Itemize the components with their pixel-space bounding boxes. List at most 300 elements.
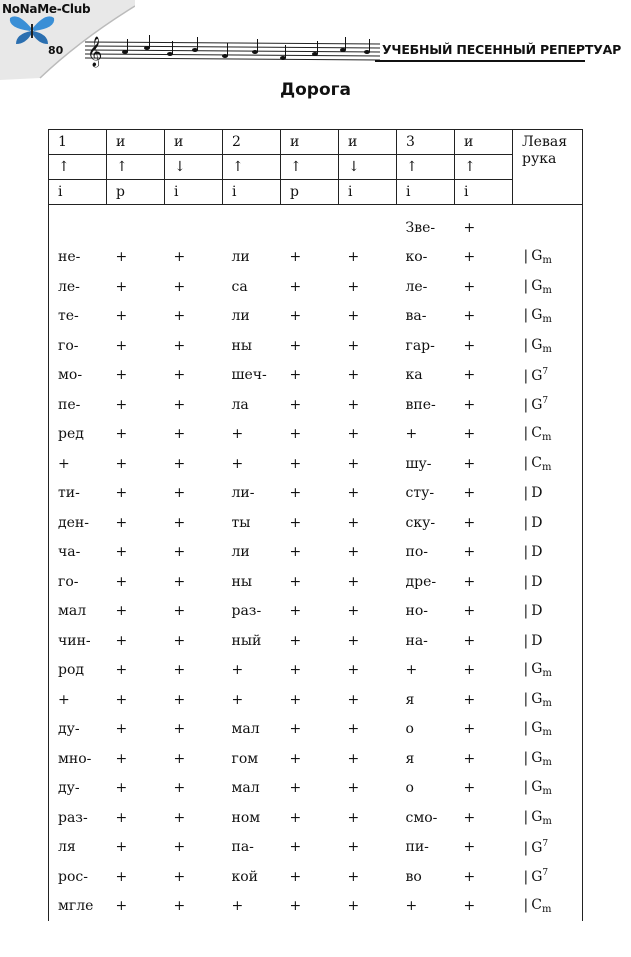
chord-cell xyxy=(513,272,583,302)
lyric-cell: мгле xyxy=(49,892,107,922)
lyric-row xyxy=(49,508,583,538)
chord-cell xyxy=(513,243,583,273)
lyric-cell: ску- xyxy=(405,514,436,531)
chord-extension: 7 xyxy=(542,838,549,849)
lyric-cell xyxy=(339,213,397,243)
lyric-cell: + xyxy=(173,455,186,472)
lyric-cell: Зве- xyxy=(405,219,436,236)
lyric-row xyxy=(49,420,583,450)
bar-line: | xyxy=(523,749,529,766)
lyric-cell: + xyxy=(289,367,302,384)
chord-root: C xyxy=(531,454,542,471)
stroke-arrow-icon: ↑ xyxy=(223,155,281,180)
beat-cell: 1 xyxy=(49,130,107,155)
lyric-cell: + xyxy=(115,780,128,797)
lyric-cell: + xyxy=(347,278,360,295)
lyric-cell: + xyxy=(347,485,360,502)
lyric-cell: + xyxy=(405,662,418,679)
lyric-row xyxy=(49,892,583,922)
stroke-arrow-icon: ↑ xyxy=(455,155,513,180)
chord-root: G xyxy=(531,277,543,294)
lyric-cell: го- xyxy=(49,567,107,597)
chord-root: G xyxy=(531,661,543,678)
lyric-cell: + xyxy=(173,809,186,826)
lyric-cell: мал xyxy=(231,780,260,797)
lyric-cell: + xyxy=(463,809,476,826)
bar-line: | xyxy=(523,397,529,414)
bar-line: | xyxy=(523,720,529,737)
lyric-cell: + xyxy=(49,685,107,715)
lyric-cell: + xyxy=(115,632,128,649)
lyric-cell: + xyxy=(173,603,186,620)
chord-quality: m xyxy=(542,255,552,267)
section-title: УЧЕБНЫЙ ПЕСЕННЫЙ РЕПЕРТУАР xyxy=(382,42,622,57)
stroke-arrow-icon: ↓ xyxy=(165,155,223,180)
strum-pattern-table xyxy=(48,129,583,921)
page-number: 80 xyxy=(48,44,64,57)
lyric-cell: смо- xyxy=(405,809,438,826)
chord-root: D xyxy=(531,573,543,590)
beat-cell: и xyxy=(107,130,165,155)
lyric-cell: + xyxy=(347,603,360,620)
bar-line: | xyxy=(523,603,529,620)
lyric-cell: ли- xyxy=(231,485,255,502)
lyric-cell: + xyxy=(463,691,476,708)
lyric-cell: + xyxy=(173,337,186,354)
lyric-cell: са xyxy=(231,278,248,295)
lyric-cell: + xyxy=(289,603,302,620)
lyric-cell: ли xyxy=(231,308,250,325)
lyric-cell: + xyxy=(463,839,476,856)
lyric-cell: раз- xyxy=(49,803,107,833)
lyric-cell: ва- xyxy=(405,308,427,325)
finger-cell: i xyxy=(165,180,223,205)
lyric-cell: + xyxy=(231,662,244,679)
lyric-cell: ный xyxy=(231,632,262,649)
lyric-cell: + xyxy=(173,426,186,443)
chord-cell xyxy=(513,597,583,627)
lyric-row xyxy=(49,538,583,568)
lyric-cell: ду- xyxy=(49,715,107,745)
lyric-cell: род xyxy=(49,656,107,686)
bar-line: | xyxy=(523,248,529,265)
chord-quality: m xyxy=(542,756,552,768)
lyric-cell: + xyxy=(115,809,128,826)
chord-root: G xyxy=(531,808,543,825)
chord-root: G xyxy=(531,720,543,737)
lyric-cell: го- xyxy=(49,331,107,361)
lyric-cell: + xyxy=(115,337,128,354)
bar-line: | xyxy=(523,277,529,294)
chord-quality: m xyxy=(542,343,552,355)
beat-cell: 3 xyxy=(397,130,455,155)
lyric-cell: пе- xyxy=(49,390,107,420)
lyric-cell: о xyxy=(405,780,414,797)
lyric-cell: + xyxy=(347,750,360,767)
lyric-cell: + xyxy=(463,721,476,738)
bar-line: | xyxy=(523,514,529,531)
chord-cell xyxy=(513,656,583,686)
finger-cell: p xyxy=(107,180,165,205)
finger-cell: i xyxy=(455,180,513,205)
finger-cell: p xyxy=(281,180,339,205)
lyric-row xyxy=(49,715,583,745)
lyric-cell: + xyxy=(347,632,360,649)
lyric-cell: ду- xyxy=(49,774,107,804)
table-spacer xyxy=(49,205,583,214)
lyric-cell: шеч- xyxy=(231,367,267,384)
lyric-cell: + xyxy=(463,219,476,236)
chord-root: G xyxy=(531,869,543,886)
lyric-cell: + xyxy=(173,514,186,531)
lyric-cell: + xyxy=(405,898,418,915)
bar-line: | xyxy=(523,454,529,471)
bar-line: | xyxy=(523,839,529,856)
chord-quality: m xyxy=(541,904,552,916)
chord-cell xyxy=(513,479,583,509)
lyric-row xyxy=(49,774,583,804)
lyric-cell: ле- xyxy=(49,272,107,302)
lyric-cell: + xyxy=(347,868,360,885)
chord-quality: m xyxy=(542,314,552,326)
lyric-cell: + xyxy=(289,662,302,679)
lyric-cell: + xyxy=(115,367,128,384)
lyric-cell: но- xyxy=(405,603,428,620)
lyric-cell: мо- xyxy=(49,361,107,391)
lyric-cell: ка xyxy=(405,367,423,384)
lyric-cell: + xyxy=(173,839,186,856)
lyric-cell: + xyxy=(347,514,360,531)
lyric-cell: + xyxy=(463,868,476,885)
lyric-cell: + xyxy=(173,868,186,885)
chord-cell xyxy=(513,331,583,361)
lyric-cell: + xyxy=(463,573,476,590)
lyric-cell: + xyxy=(289,750,302,767)
lyric-cell: + xyxy=(289,780,302,797)
music-staff-decoration xyxy=(85,30,380,70)
lyric-row xyxy=(49,272,583,302)
chord-root: C xyxy=(531,425,542,442)
chord-cell xyxy=(513,892,583,922)
lyric-cell: + xyxy=(173,721,186,738)
chord-quality: m xyxy=(541,461,552,473)
chord-root: G xyxy=(531,690,543,707)
lyric-cell: ли xyxy=(231,544,250,561)
lyric-cell xyxy=(281,213,339,243)
lyric-cell: + xyxy=(173,573,186,590)
lyric-cell xyxy=(223,213,281,243)
chord-root: D xyxy=(531,485,543,502)
lyric-cell: + xyxy=(289,396,302,413)
lyric-cell: + xyxy=(289,485,302,502)
lyric-cell: + xyxy=(347,780,360,797)
lyric-cell: + xyxy=(405,426,418,443)
lyric-cell: + xyxy=(289,691,302,708)
chord-cell xyxy=(513,685,583,715)
lyric-cell: ко- xyxy=(405,249,428,266)
chord-cell xyxy=(513,361,583,391)
lyric-cell: те- xyxy=(49,302,107,332)
chord-cell xyxy=(513,302,583,332)
chord-quality: m xyxy=(542,697,552,709)
lyric-cell: + xyxy=(347,337,360,354)
lyric-cell: мал xyxy=(231,721,260,738)
lyric-cell: + xyxy=(463,278,476,295)
beat-cell: 2 xyxy=(223,130,281,155)
lyric-cell: + xyxy=(115,308,128,325)
lyric-cell: + xyxy=(115,278,128,295)
bar-line: | xyxy=(523,632,529,649)
chord-cell xyxy=(513,449,583,479)
lyric-cell: пи- xyxy=(405,839,429,856)
bar-line: | xyxy=(523,808,529,825)
lyric-cell: во xyxy=(405,868,422,885)
lyric-cell: + xyxy=(115,662,128,679)
chord-quality: m xyxy=(541,432,552,444)
lyric-cell: мно- xyxy=(49,744,107,774)
lyric-row xyxy=(49,626,583,656)
finger-cell: i xyxy=(397,180,455,205)
lyric-cell: кой xyxy=(231,868,259,885)
chord-root: G xyxy=(531,397,543,414)
chord-cell xyxy=(513,803,583,833)
lyric-cell: + xyxy=(173,544,186,561)
chord-cell xyxy=(513,744,583,774)
chord-cell xyxy=(513,213,583,243)
svg-text:𝄞: 𝄞 xyxy=(87,37,103,67)
lyric-cell: ле- xyxy=(405,278,428,295)
bar-line: | xyxy=(523,485,529,502)
chord-root: G xyxy=(531,839,543,856)
chord-extension: 7 xyxy=(542,366,549,377)
lyric-cell: + xyxy=(173,278,186,295)
stroke-arrow-icon: ↓ xyxy=(339,155,397,180)
lyric-cell: чин- xyxy=(49,626,107,656)
lyric-cell: ны xyxy=(231,573,252,590)
lyric-cell: + xyxy=(173,780,186,797)
lyric-cell: + xyxy=(115,249,128,266)
chord-extension: 7 xyxy=(542,868,549,879)
chord-cell xyxy=(513,774,583,804)
lyric-cell: + xyxy=(173,485,186,502)
lyric-row xyxy=(49,479,583,509)
stroke-arrow-icon: ↑ xyxy=(281,155,339,180)
lyric-cell: по- xyxy=(405,544,428,561)
chord-root: G xyxy=(531,367,543,384)
lyric-cell: + xyxy=(463,750,476,767)
lyric-cell: + xyxy=(231,898,244,915)
chord-extension: 7 xyxy=(542,396,549,407)
lyric-cell: раз- xyxy=(231,603,262,620)
lyric-cell xyxy=(107,213,165,243)
lyric-cell: + xyxy=(289,514,302,531)
lyric-cell: + xyxy=(289,426,302,443)
chord-root: D xyxy=(531,544,543,561)
chord-quality: m xyxy=(542,668,552,680)
lyric-row xyxy=(49,390,583,420)
lyric-row xyxy=(49,656,583,686)
lyric-cell: + xyxy=(463,337,476,354)
lyric-row xyxy=(49,302,583,332)
finger-row xyxy=(49,180,583,205)
lyric-cell: + xyxy=(463,367,476,384)
lyric-cell: + xyxy=(289,455,302,472)
lyric-cell: + xyxy=(289,632,302,649)
lyric-cell: дре- xyxy=(405,573,437,590)
lyric-cell: + xyxy=(463,603,476,620)
lyric-cell: я xyxy=(405,750,415,767)
chord-quality: m xyxy=(542,786,552,798)
lyric-cell: + xyxy=(463,780,476,797)
header-divider xyxy=(375,60,585,62)
lyric-cell: + xyxy=(173,662,186,679)
lyric-cell: + xyxy=(289,721,302,738)
lyric-cell: + xyxy=(115,396,128,413)
lyric-cell: + xyxy=(347,691,360,708)
lyric-row xyxy=(49,243,583,273)
chord-quality: m xyxy=(542,815,552,827)
lyric-cell: + xyxy=(289,249,302,266)
lyric-cell: ном xyxy=(231,809,261,826)
lyric-cell: шу- xyxy=(405,455,432,472)
lyric-cell: + xyxy=(463,396,476,413)
lyric-cell: сту- xyxy=(405,485,435,502)
lyric-row xyxy=(49,833,583,863)
lyric-cell: + xyxy=(289,839,302,856)
lyric-cell: + xyxy=(463,514,476,531)
lyric-cell: + xyxy=(347,367,360,384)
lyric-cell: ли xyxy=(231,249,250,266)
lyric-cell: + xyxy=(115,426,128,443)
beat-cell: и xyxy=(281,130,339,155)
chord-root: D xyxy=(531,632,543,649)
lyric-cell: + xyxy=(173,898,186,915)
chord-root: G xyxy=(531,749,543,766)
chord-cell xyxy=(513,567,583,597)
lyric-cell: + xyxy=(115,868,128,885)
lyric-cell: + xyxy=(347,573,360,590)
lyric-cell: + xyxy=(347,544,360,561)
lyric-cell xyxy=(49,213,107,243)
left-hand-header: Левая рука xyxy=(513,130,583,205)
lyric-cell: + xyxy=(347,839,360,856)
lyric-cell: + xyxy=(289,337,302,354)
beat-cell: и xyxy=(165,130,223,155)
chord-root: D xyxy=(531,603,543,620)
lyric-cell: + xyxy=(463,544,476,561)
lyric-cell: + xyxy=(289,573,302,590)
lyric-cell: + xyxy=(463,632,476,649)
bar-line: | xyxy=(523,307,529,324)
lyric-cell: + xyxy=(463,662,476,679)
lyric-cell: на- xyxy=(405,632,428,649)
lyric-row xyxy=(49,685,583,715)
lyric-cell: рос- xyxy=(49,862,107,892)
lyric-cell: + xyxy=(231,455,244,472)
lyric-cell: + xyxy=(115,603,128,620)
lyric-cell: + xyxy=(463,455,476,472)
bar-line: | xyxy=(523,367,529,384)
lyric-cell: + xyxy=(173,249,186,266)
lyric-cell: + xyxy=(49,449,107,479)
bar-line: | xyxy=(523,573,529,590)
lyric-cell: + xyxy=(231,426,244,443)
bar-line: | xyxy=(523,869,529,886)
lyric-cell: + xyxy=(347,249,360,266)
watermark-text: NoNaMe-Club xyxy=(2,2,91,16)
lyric-cell: + xyxy=(231,691,244,708)
lyric-row xyxy=(49,567,583,597)
lyric-cell: + xyxy=(289,809,302,826)
finger-cell: i xyxy=(223,180,281,205)
stroke-direction-row xyxy=(49,155,583,180)
finger-cell: i xyxy=(49,180,107,205)
beat-cell: и xyxy=(455,130,513,155)
lyric-row xyxy=(49,597,583,627)
lyric-row xyxy=(49,449,583,479)
finger-cell: i xyxy=(339,180,397,205)
bar-line: | xyxy=(523,661,529,678)
chord-root: C xyxy=(531,897,542,914)
bar-line: | xyxy=(523,690,529,707)
lyric-cell: + xyxy=(173,750,186,767)
bar-line: | xyxy=(523,544,529,561)
lyric-cell: + xyxy=(347,426,360,443)
lyric-cell: + xyxy=(173,367,186,384)
lyric-cell: не- xyxy=(49,243,107,273)
chord-root: G xyxy=(531,248,543,265)
lyric-row xyxy=(49,213,583,243)
lyric-cell: мал xyxy=(49,597,107,627)
lyric-cell: ля xyxy=(49,833,107,863)
chord-cell xyxy=(513,833,583,863)
chord-cell xyxy=(513,508,583,538)
lyric-row xyxy=(49,361,583,391)
lyric-cell: + xyxy=(347,455,360,472)
lyric-row xyxy=(49,862,583,892)
lyric-cell: + xyxy=(115,514,128,531)
chord-cell xyxy=(513,862,583,892)
beat-cell: и xyxy=(339,130,397,155)
lyric-cell: + xyxy=(289,544,302,561)
lyric-cell: + xyxy=(463,308,476,325)
lyric-cell: + xyxy=(347,308,360,325)
lyric-cell: па- xyxy=(231,839,254,856)
lyric-cell xyxy=(165,213,223,243)
lyric-cell: ны xyxy=(231,337,252,354)
lyric-cell: + xyxy=(173,396,186,413)
lyric-cell: + xyxy=(347,809,360,826)
lyric-cell: ла xyxy=(231,396,249,413)
lyric-cell: + xyxy=(173,308,186,325)
lyric-cell: гом xyxy=(231,750,259,767)
chord-cell xyxy=(513,626,583,656)
lyric-cell: впе- xyxy=(405,396,436,413)
chord-cell xyxy=(513,715,583,745)
lyric-cell: + xyxy=(115,573,128,590)
chord-cell xyxy=(513,538,583,568)
lyric-cell: ред xyxy=(49,420,107,450)
lyric-cell: + xyxy=(115,898,128,915)
lyric-cell: + xyxy=(289,278,302,295)
lyric-cell: + xyxy=(115,485,128,502)
lyric-cell: + xyxy=(115,544,128,561)
lyric-cell: + xyxy=(115,691,128,708)
lyric-cell: + xyxy=(463,249,476,266)
lyric-cell: + xyxy=(463,426,476,443)
chord-quality: m xyxy=(542,727,552,739)
lyric-cell: ча- xyxy=(49,538,107,568)
